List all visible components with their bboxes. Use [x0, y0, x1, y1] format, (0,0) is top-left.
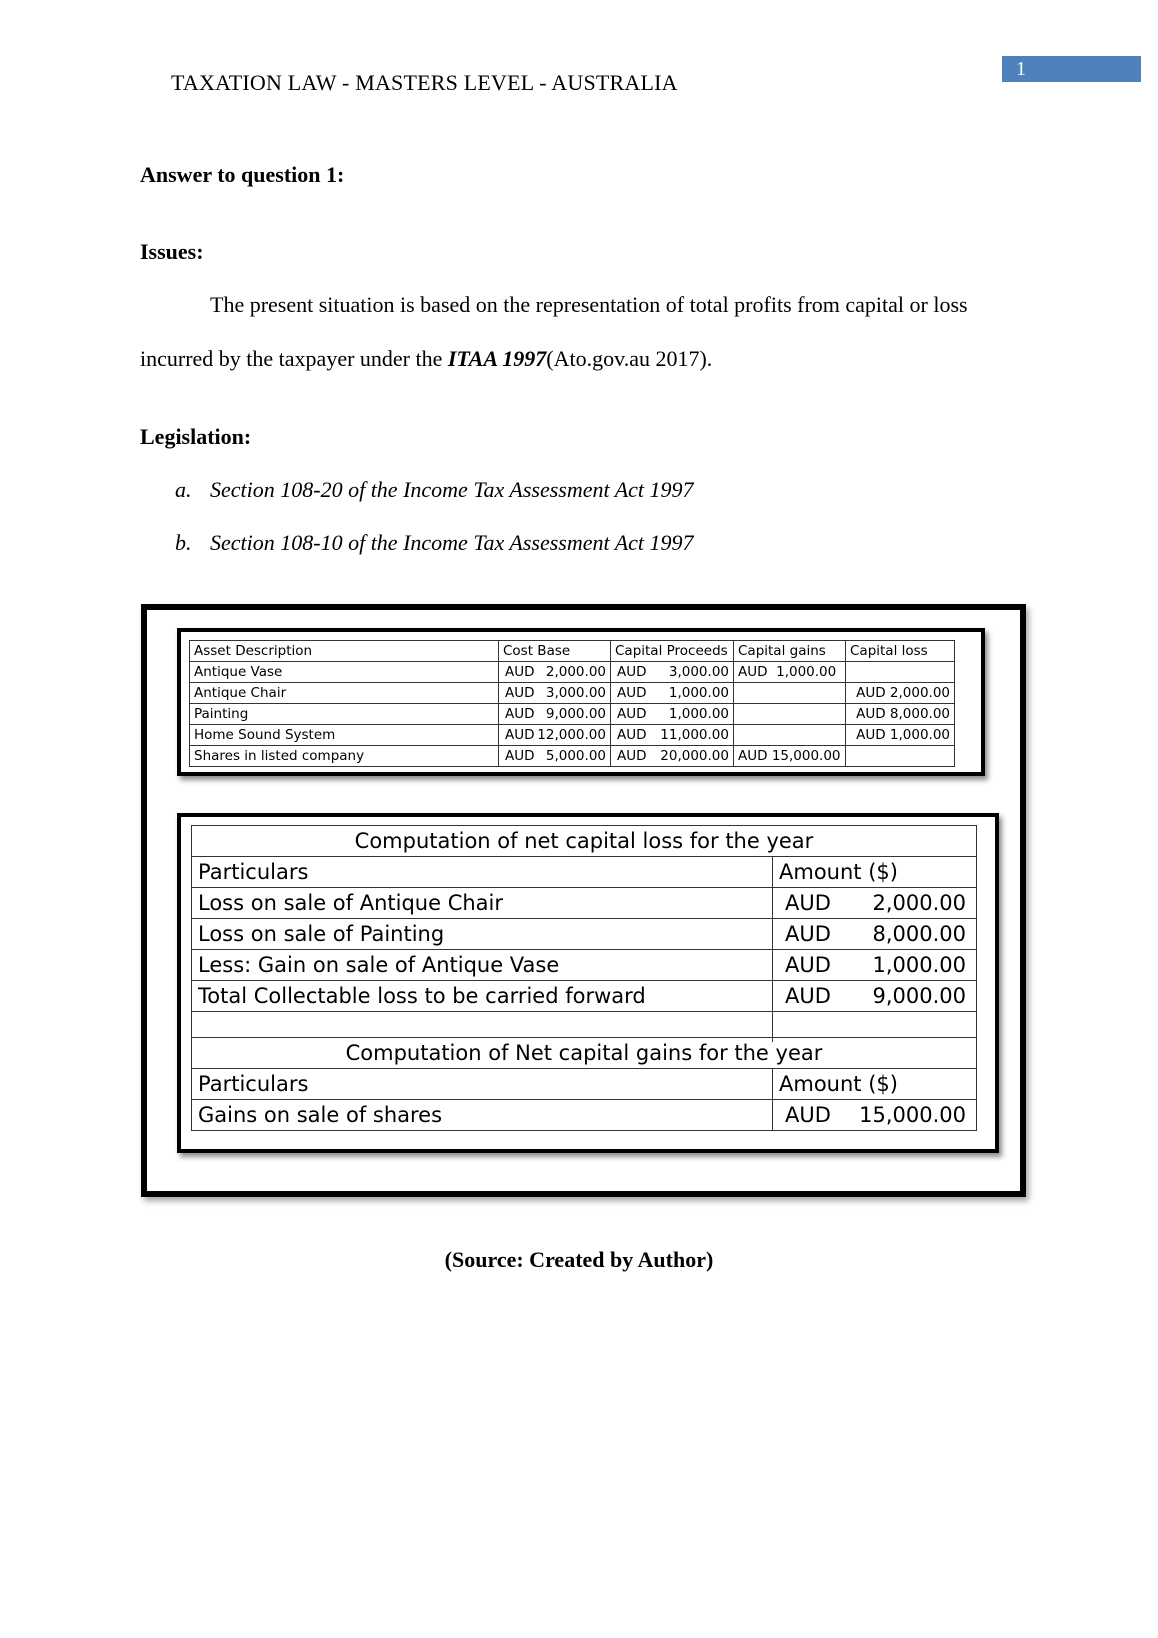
currency: AUD: [505, 664, 535, 680]
issues-line2-prefix: incurred by the taxpayer under the: [140, 346, 448, 371]
running-header-title: TAXATION LAW - MASTERS LEVEL - AUSTRALIA: [171, 70, 678, 95]
amount-cell: [773, 888, 977, 919]
table-header-cell: Cost Base: [499, 641, 611, 662]
capital-proceeds-cell: [611, 725, 734, 746]
cost-base-cell: [499, 683, 611, 704]
table-row: [192, 888, 977, 919]
particulars-cell: Less: Gain on sale of Antique Vase: [192, 950, 773, 981]
amount-header: Amount ($): [773, 1069, 977, 1100]
currency: AUD: [617, 727, 647, 743]
capital-gain-cell: [734, 662, 846, 683]
currency: AUD: [617, 664, 647, 680]
capital-proceeds-cell: [611, 704, 734, 725]
net-capital-gains-table: [191, 1037, 977, 1131]
list-marker: b.: [175, 530, 192, 555]
particulars-header: Particulars: [192, 857, 773, 888]
capital-loss-cell: AUD 8,000.00: [846, 704, 955, 725]
amount: 1,000.00: [668, 706, 729, 722]
capital-loss-cell: [846, 746, 955, 767]
answer-heading: Answer to question 1:: [140, 162, 345, 187]
table-header-row: [192, 857, 977, 888]
table-header-row: [190, 641, 955, 662]
particulars-cell: Loss on sale of Antique Chair: [192, 888, 773, 919]
table-row: [190, 704, 955, 725]
cost-base-cell: [499, 662, 611, 683]
currency: AUD: [738, 748, 768, 764]
capital-gain-cell: [734, 683, 846, 704]
table-header-cell: Capital Proceeds: [611, 641, 734, 662]
amount: 1,000.00: [668, 685, 729, 701]
table-row: [192, 950, 977, 981]
amount-cell: [773, 919, 977, 950]
currency: AUD: [505, 748, 535, 764]
cost-base-cell: [499, 746, 611, 767]
currency: AUD: [617, 685, 647, 701]
capital-loss-cell: [846, 662, 955, 683]
legislation-item-text: Section 108-20 of the Income Tax Assessment Act 1997: [210, 477, 694, 502]
table-row: [192, 1100, 977, 1131]
amount: 2,000.00: [545, 664, 606, 680]
table-title-row: [192, 826, 977, 857]
table-header-cell: Capital gains: [734, 641, 846, 662]
amount: 9,000.00: [545, 706, 606, 722]
particulars-cell: Loss on sale of Painting: [192, 919, 773, 950]
currency: AUD: [505, 706, 535, 722]
amount: 15,000.00: [859, 1103, 966, 1127]
amount: 15,000.00: [771, 748, 841, 764]
legislation-heading: Legislation:: [140, 424, 252, 449]
issues-paragraph-line-1: The present situation is based on the representation of total profits from capital or loss: [210, 292, 968, 317]
amount: 1,000.00: [872, 953, 966, 977]
table-row: [190, 746, 955, 767]
capital-proceeds-cell: [611, 662, 734, 683]
amount: 3,000.00: [668, 664, 729, 680]
capital-gain-cell: [734, 725, 846, 746]
currency: AUD: [785, 891, 831, 915]
particulars-cell: Gains on sale of shares: [192, 1100, 773, 1131]
asset-description: Shares in listed company: [190, 746, 499, 767]
figure-source-caption: (Source: Created by Author): [444, 1247, 714, 1272]
amount-header: Amount ($): [773, 857, 977, 888]
asset-description: Painting: [190, 704, 499, 725]
amount-cell: [773, 950, 977, 981]
amount: 5,000.00: [545, 748, 606, 764]
amount: 20,000.00: [660, 748, 729, 764]
computation-frame: [177, 813, 999, 1153]
amount: 11,000.00: [660, 727, 729, 743]
capital-proceeds-cell: [611, 683, 734, 704]
table-row: [190, 725, 955, 746]
amount: 8,000.00: [872, 922, 966, 946]
amount-cell: [773, 1100, 977, 1131]
amount: 2,000.00: [872, 891, 966, 915]
asset-description: Home Sound System: [190, 725, 499, 746]
asset-description: Antique Vase: [190, 662, 499, 683]
cost-base-cell: [499, 704, 611, 725]
currency: AUD: [785, 1103, 831, 1127]
page-number-badge: 1: [1002, 56, 1141, 82]
capital-loss-cell: AUD 2,000.00: [846, 683, 955, 704]
capital-gains-figure: [141, 604, 1026, 1197]
table-row: [190, 683, 955, 704]
amount: 12,000.00: [537, 727, 606, 743]
currency: AUD: [738, 664, 768, 680]
legislation-item-text: Section 108-10 of the Income Tax Assessment Act 1997: [210, 530, 694, 555]
amount-cell: [773, 981, 977, 1012]
table-title-row: [192, 1038, 977, 1069]
cost-base-cell: [499, 725, 611, 746]
table-row: [190, 662, 955, 683]
issues-heading: Issues:: [140, 239, 204, 264]
asset-description: Antique Chair: [190, 683, 499, 704]
capital-loss-cell: AUD 1,000.00: [846, 725, 955, 746]
table-header-cell: Asset Description: [190, 641, 499, 662]
currency: AUD: [785, 922, 831, 946]
particulars-header: Particulars: [192, 1069, 773, 1100]
table-header-row: [192, 1069, 977, 1100]
particulars-cell: Total Collectable loss to be carried forward: [192, 981, 773, 1012]
table-row: [192, 981, 977, 1012]
issues-line2-suffix: (Ato.gov.au 2017).: [546, 346, 713, 371]
currency: AUD: [505, 727, 535, 743]
asset-table: [189, 640, 955, 767]
net-capital-loss-table: [191, 825, 977, 1042]
issues-paragraph-line-2: [140, 346, 712, 372]
capital-proceeds-cell: [611, 746, 734, 767]
table-header-cell: Capital loss: [846, 641, 955, 662]
amount: 9,000.00: [872, 984, 966, 1008]
capital-gain-cell: [734, 704, 846, 725]
itaa-emphasis: ITAA 1997: [447, 346, 547, 371]
currency: AUD: [785, 984, 831, 1008]
table-row: [192, 919, 977, 950]
currency: AUD: [617, 706, 647, 722]
amount: 1,000.00: [776, 664, 837, 680]
amount: 3,000.00: [545, 685, 606, 701]
table-title: Computation of net capital loss for the year: [192, 826, 977, 857]
currency: AUD: [617, 748, 647, 764]
capital-gain-cell: [734, 746, 846, 767]
asset-table-frame: [177, 628, 985, 776]
list-marker: a.: [175, 477, 192, 502]
table-title: Computation of Net capital gains for the year: [192, 1038, 977, 1069]
currency: AUD: [785, 953, 831, 977]
currency: AUD: [505, 685, 535, 701]
